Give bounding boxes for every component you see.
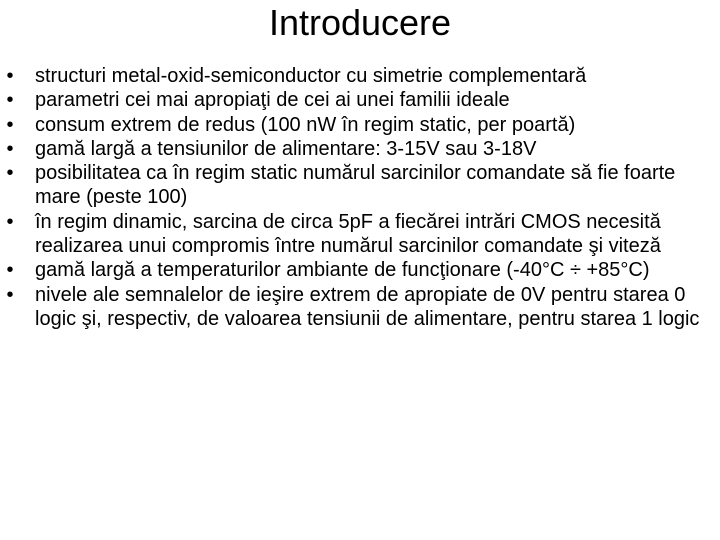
bullet-marker: • bbox=[6, 65, 14, 87]
bullet-marker: • bbox=[6, 283, 14, 306]
bullet-item bbox=[0, 113, 720, 137]
bullet-list bbox=[0, 64, 720, 331]
bullet-item bbox=[0, 161, 720, 210]
bullet-marker: • bbox=[6, 89, 14, 112]
bullet-marker: • bbox=[6, 137, 14, 160]
bullet-text: posibilitatea ca în regim static numărul sarcinilor comandate să fie foarte mare (peste 100) bbox=[35, 162, 676, 209]
bullet-marker: • bbox=[6, 113, 14, 136]
bullet-text: gamă largă a tensiunilor de alimentare: 3-15V sau 3-18V bbox=[35, 137, 537, 160]
bullet-text: nivele ale semnalelor de ieşire extrem de apropiate de 0V pentru starea 0 logic şi, respectiv, de valoarea tensiunii de alimentare, pentru starea 1 logic bbox=[35, 283, 700, 330]
bullet-marker: • bbox=[6, 162, 14, 185]
bullet-marker: • bbox=[6, 210, 14, 233]
bullet-item bbox=[0, 210, 720, 259]
bullet-item bbox=[0, 258, 720, 282]
bullet-item bbox=[0, 283, 720, 332]
bullet-text: parametri cei mai apropiaţi de cei ai unei familii ideale bbox=[35, 89, 510, 112]
bullet-item bbox=[0, 137, 720, 161]
bullet-text: în regim dinamic, sarcina de circa 5pF a fiecărei intrări CMOS necesită realizarea unui compromis între numărul sarcinilor comandate şi viteză bbox=[35, 210, 661, 258]
bullet-item bbox=[0, 64, 720, 88]
bullet-text: gamă largă a temperaturilor ambiante de funcţionare (-40°C ÷ +85°C) bbox=[35, 259, 650, 282]
bullet-text: structuri metal-oxid-semiconductor cu simetrie complementară bbox=[35, 65, 587, 87]
bullet-marker: • bbox=[6, 259, 14, 282]
slide-title: Introducere bbox=[268, 2, 452, 43]
bullet-text: consum extrem de redus (100 nW în regim static, per poartă) bbox=[35, 113, 576, 136]
bullet-item bbox=[0, 88, 720, 112]
